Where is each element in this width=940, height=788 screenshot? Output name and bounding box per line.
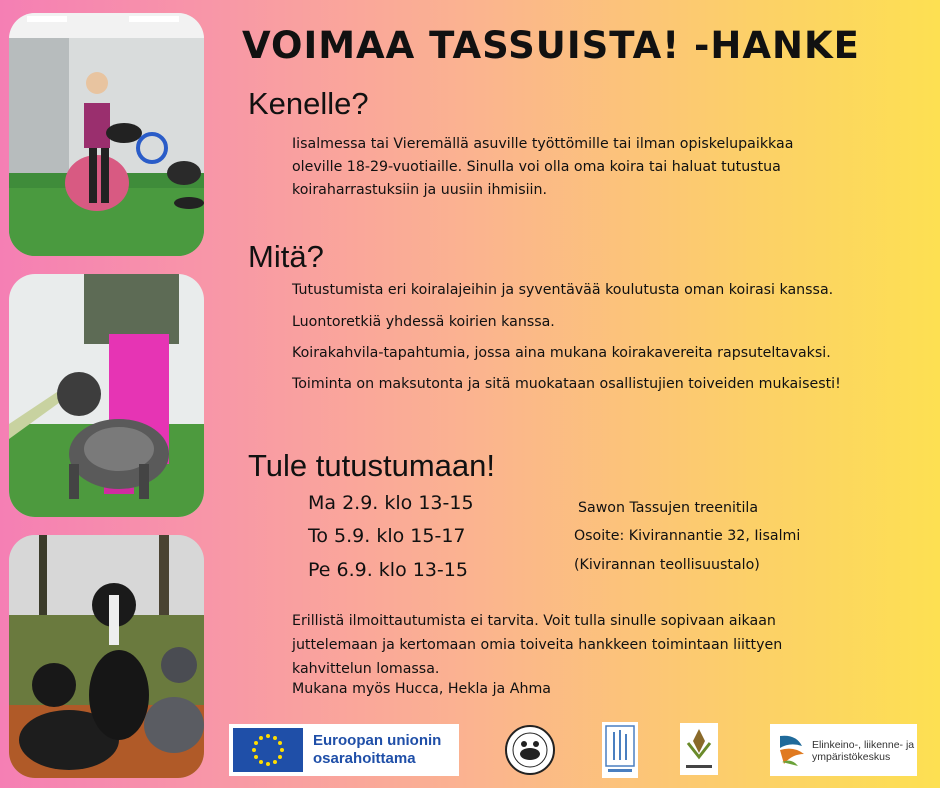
ely-line1: Elinkeino-, liikenne- ja xyxy=(812,739,915,751)
heading-tule-tutustumaan: Tule tutustumaan! xyxy=(248,448,495,483)
footer-text: Erillistä ilmoittautumista ei tarvita. Voit tulla sinulle sopivaan aikaan juttelemaan ja kertomaan omia toiveita hankkeen toimintaan liittyen kahvittelun lomassa. xyxy=(292,613,783,677)
page-title: VOIMAA TASSUISTA! -HANKE xyxy=(242,24,860,67)
footer-line: Mukana myös Hucca, Hekla ja Ahma xyxy=(292,681,551,697)
eu-line2: osarahoittama xyxy=(313,750,416,767)
ely-line2: ympäristökeskus xyxy=(812,751,891,763)
location-address: Osoite: Kivirannantie 32, Iisalmi xyxy=(574,528,801,544)
date-item: To 5.9. klo 15-17 xyxy=(308,525,466,547)
heading-mita: Mitä? xyxy=(248,239,324,274)
list-item: Luontoretkiä yhdessä koirien kanssa. xyxy=(292,314,555,330)
photo-dog-and-handler xyxy=(9,274,204,517)
sawon-tassut-logo xyxy=(500,724,560,776)
iisalmi-logo xyxy=(602,722,638,778)
list-item: Toiminta on maksutonta ja sitä muokataan osallistujien toiveiden mukaisesti! xyxy=(292,376,841,392)
photo-three-dogs-autumn xyxy=(9,535,204,778)
photo-agility-training xyxy=(9,13,204,256)
ely-logo xyxy=(770,724,917,776)
eu-line1: Euroopan unionin xyxy=(313,732,442,749)
eu-flag-icon xyxy=(233,728,303,772)
section1-text: Iisalmessa tai Vieremällä asuville työttömille tai ilman opiskelupaikkaa oleville 18-29-vuotiaille. Sinulla voi olla oma koira tai haluat tutustua koiraharrastuksiin ja uusiin ihmisiin. xyxy=(292,136,794,198)
list-item: Koirakahvila-tapahtumia, jossa aina mukana koirakavereita rapsuteltavaksi. xyxy=(292,345,831,361)
location-building: (Kivirannan teollisuustalo) xyxy=(574,557,760,573)
ely-emblem-icon xyxy=(776,732,808,768)
location-name: Sawon Tassujen treenitila xyxy=(578,500,759,516)
vierema-logo xyxy=(680,723,718,775)
eu-logo xyxy=(229,724,459,776)
heading-kenelle: Kenelle? xyxy=(248,86,369,121)
date-item: Ma 2.9. klo 13-15 xyxy=(308,492,474,514)
date-item: Pe 6.9. klo 13-15 xyxy=(308,559,468,581)
list-item: Tutustumista eri koiralajeihin ja syventävää koulutusta oman koirasi kanssa. xyxy=(292,282,834,298)
